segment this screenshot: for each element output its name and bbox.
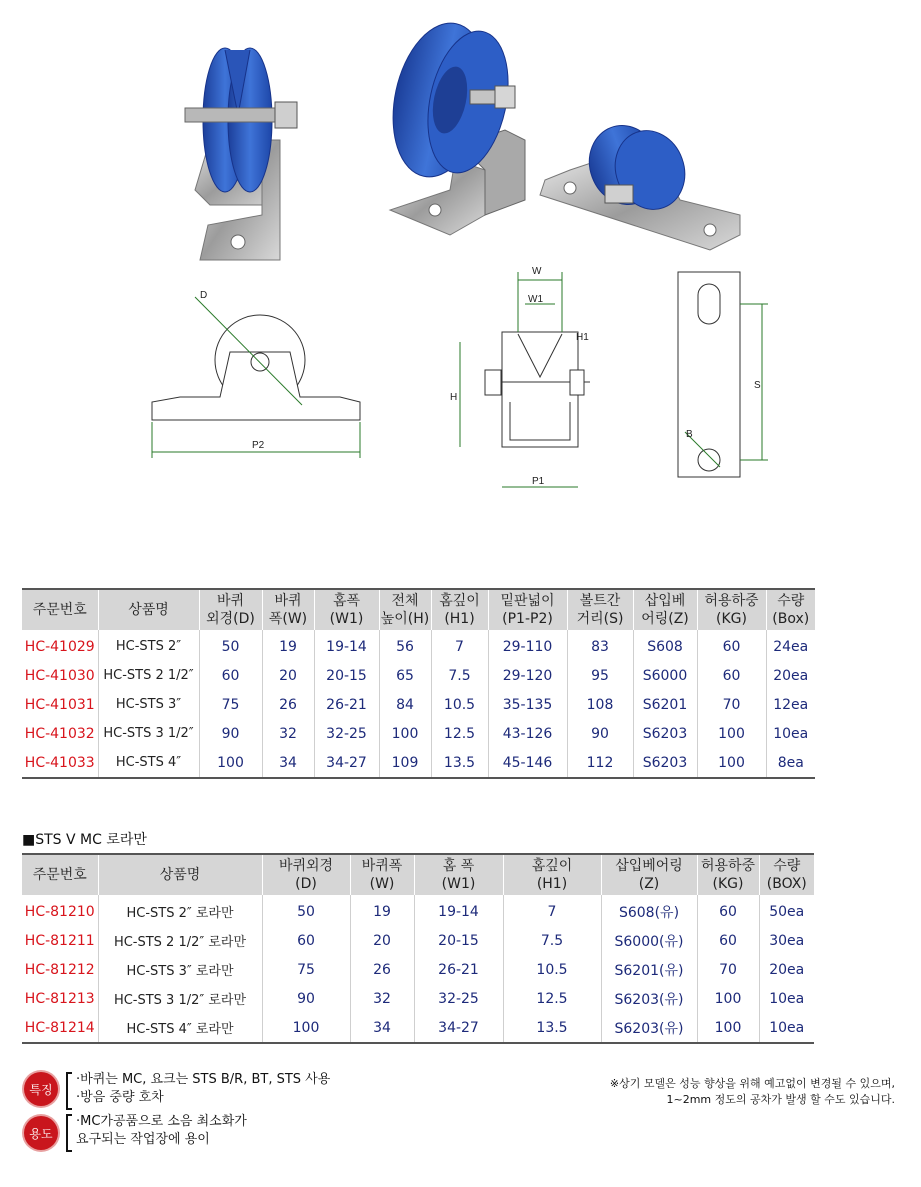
order-code: HC-41029 bbox=[22, 630, 98, 661]
column-header bbox=[22, 854, 98, 895]
column-header bbox=[314, 589, 379, 630]
spec-value: 20 bbox=[262, 661, 314, 690]
product-name: HC-STS 3 1/2″ 로라만 bbox=[98, 984, 262, 1013]
roller-photo-base bbox=[540, 115, 740, 250]
product-name: HC-STS 2″ 로라만 bbox=[98, 895, 262, 926]
spec-value: S608 bbox=[633, 630, 697, 661]
table-row bbox=[22, 984, 814, 1013]
spec-value: 34-27 bbox=[414, 1013, 503, 1043]
spec-value: 7.5 bbox=[431, 661, 488, 690]
column-header-line: (H1) bbox=[444, 611, 475, 627]
spec-value: 112 bbox=[567, 748, 633, 778]
spec-value: 100 bbox=[379, 719, 431, 748]
order-code: HC-41031 bbox=[22, 690, 98, 719]
spec-value: 70 bbox=[697, 690, 766, 719]
spec-value: 50ea bbox=[769, 903, 805, 920]
column-header bbox=[503, 854, 601, 895]
column-header-line: (W1) bbox=[329, 611, 364, 627]
order-code: HC-41030 bbox=[22, 661, 98, 690]
column-header-line: 홈깊이 bbox=[439, 593, 480, 609]
column-header-line: 거리(S) bbox=[576, 611, 624, 627]
column-header-line: 바퀴폭 bbox=[361, 858, 403, 874]
spec-value: 100 bbox=[697, 984, 759, 1013]
spec-value: S6201 bbox=[633, 690, 697, 719]
spec-value: 24ea bbox=[773, 638, 809, 655]
column-header-line: 허용하중 bbox=[704, 593, 759, 609]
disclaimer-line: ※상기 모델은 성능 향상을 위해 예고없이 변경될 수 있으며, bbox=[609, 1077, 895, 1090]
column-header-line: 바퀴 bbox=[274, 593, 302, 609]
dim-label-s: S bbox=[754, 380, 761, 391]
spec-value: 50 bbox=[199, 630, 262, 661]
usage-bracket bbox=[66, 1114, 72, 1152]
spec-value: 26-21 bbox=[314, 690, 379, 719]
top-view-drawing bbox=[678, 272, 768, 477]
spec-value: 83 bbox=[567, 630, 633, 661]
spec-value: S6201(유) bbox=[601, 955, 697, 984]
spec-value: 26 bbox=[350, 955, 414, 984]
spec-value: 26-21 bbox=[414, 955, 503, 984]
column-header-line: 바퀴 bbox=[216, 593, 245, 609]
spec-value: 19-14 bbox=[314, 630, 379, 661]
spec-value: 19-14 bbox=[414, 895, 503, 926]
table-row bbox=[22, 1013, 814, 1043]
column-header-line: 바퀴외경 bbox=[278, 858, 334, 874]
column-header bbox=[633, 589, 697, 630]
disclaimer-line: 1~2mm 정도의 공차가 발생 할 수도 있습니다. bbox=[666, 1093, 895, 1106]
spec-value: 108 bbox=[567, 690, 633, 719]
spec-value: 10ea bbox=[769, 990, 805, 1007]
column-header-line: 밑판넓이 bbox=[500, 593, 555, 609]
order-code: HC-81213 bbox=[22, 984, 98, 1013]
spec-value: 100 bbox=[262, 1013, 350, 1043]
spec-value: 20-15 bbox=[414, 926, 503, 955]
spec-value: 95 bbox=[567, 661, 633, 690]
dim-label-h1: H1 bbox=[576, 332, 589, 343]
column-header bbox=[601, 854, 697, 895]
column-header bbox=[697, 854, 759, 895]
column-header-line: 어링(Z) bbox=[641, 611, 689, 627]
table-row bbox=[22, 955, 814, 984]
column-header bbox=[414, 854, 503, 895]
spec-value: S6000(유) bbox=[601, 926, 697, 955]
spec-value: 13.5 bbox=[431, 748, 488, 778]
column-header-line: 홈깊이 bbox=[531, 858, 573, 874]
disclaimer bbox=[610, 1076, 895, 1108]
spec-value: 20ea bbox=[773, 667, 809, 684]
order-code: HC-41033 bbox=[22, 748, 98, 778]
order-code: HC-41032 bbox=[22, 719, 98, 748]
column-header bbox=[98, 589, 199, 630]
column-header-line: 상품명 bbox=[128, 602, 169, 618]
column-header-line: 상품명 bbox=[159, 867, 201, 883]
spec-value: 13.5 bbox=[503, 1013, 601, 1043]
spec-value: 10ea bbox=[769, 1019, 805, 1036]
product-photos bbox=[150, 20, 770, 265]
spec-value: 30ea bbox=[769, 932, 805, 949]
column-header bbox=[199, 589, 262, 630]
dim-label-b: B bbox=[686, 429, 693, 440]
spec-value: 20-15 bbox=[314, 661, 379, 690]
spec-value: 65 bbox=[379, 661, 431, 690]
column-header bbox=[567, 589, 633, 630]
table-row bbox=[22, 661, 815, 690]
spec-value: 50 bbox=[262, 895, 350, 926]
column-header bbox=[766, 589, 815, 630]
column-header bbox=[759, 854, 814, 895]
spec-value: 7 bbox=[503, 895, 601, 926]
spec-value: S6203 bbox=[633, 748, 697, 778]
column-header-line: (H1) bbox=[536, 876, 568, 892]
spec-value: 10.5 bbox=[503, 955, 601, 984]
column-header-line: (KG) bbox=[712, 876, 744, 892]
spec-value: S6203(유) bbox=[601, 984, 697, 1013]
usage-badge: 용도 bbox=[24, 1116, 58, 1150]
features-line: ·방음 중량 호차 bbox=[76, 1090, 164, 1105]
column-header-line: (D) bbox=[295, 876, 317, 892]
spec-value: 19 bbox=[262, 630, 314, 661]
column-header-line: (W1) bbox=[441, 876, 476, 892]
spec-value: S6203(유) bbox=[601, 1013, 697, 1043]
order-code: HC-81211 bbox=[22, 926, 98, 955]
spec-value: 75 bbox=[262, 955, 350, 984]
spec-value: 60 bbox=[697, 895, 759, 926]
product-name: HC-STS 3″ bbox=[98, 690, 199, 719]
table-row bbox=[22, 895, 814, 926]
column-header-line: 전체 bbox=[391, 593, 419, 609]
column-header-line: 폭(W) bbox=[268, 611, 308, 627]
spec-value: 32-25 bbox=[414, 984, 503, 1013]
spec-value: 60 bbox=[199, 661, 262, 690]
spec-value: 29-120 bbox=[488, 661, 567, 690]
spec-value: 32-25 bbox=[314, 719, 379, 748]
spec-value: 90 bbox=[567, 719, 633, 748]
usage-line: 요구되는 작업장에 용이 bbox=[76, 1132, 210, 1147]
table-header-row bbox=[22, 589, 815, 630]
column-header-line: 삽입베 bbox=[644, 593, 686, 609]
order-code: HC-81214 bbox=[22, 1013, 98, 1043]
usage-text bbox=[76, 1113, 247, 1149]
column-header bbox=[98, 854, 262, 895]
column-header bbox=[379, 589, 431, 630]
roller-photo-front bbox=[185, 48, 297, 260]
dim-label-w1: W1 bbox=[528, 294, 543, 305]
column-header-line: (Z) bbox=[638, 876, 660, 892]
spec-value: 8ea bbox=[777, 754, 804, 771]
column-header-line: (P1-P2) bbox=[502, 611, 553, 627]
spec-value: 100 bbox=[697, 719, 766, 748]
spec-value: 35-135 bbox=[488, 690, 567, 719]
side-view-drawing bbox=[152, 297, 360, 458]
spec-table-roller-only bbox=[22, 853, 814, 1044]
spec-value: 34 bbox=[350, 1013, 414, 1043]
spec-value: 12ea bbox=[773, 696, 809, 713]
technical-drawings bbox=[140, 262, 780, 497]
column-header bbox=[350, 854, 414, 895]
column-header-line: (BOX) bbox=[766, 876, 807, 892]
column-header bbox=[431, 589, 488, 630]
section-title: ■STS V MC 로라만 bbox=[22, 832, 147, 848]
column-header-line: 홈폭 bbox=[332, 593, 361, 609]
spec-value: 26 bbox=[262, 690, 314, 719]
spec-value: 100 bbox=[697, 748, 766, 778]
column-header-line: 수량 bbox=[777, 593, 805, 609]
column-header bbox=[697, 589, 766, 630]
spec-value: S608(유) bbox=[601, 895, 697, 926]
spec-value: 7.5 bbox=[503, 926, 601, 955]
table-row bbox=[22, 719, 815, 748]
features-line: ·바퀴는 MC, 요크는 STS B/R, BT, STS 사용 bbox=[76, 1072, 331, 1087]
product-name: HC-STS 2 1/2″ 로라만 bbox=[98, 926, 262, 955]
order-code: HC-81212 bbox=[22, 955, 98, 984]
product-name: HC-STS 2 1/2″ bbox=[98, 661, 199, 690]
spec-value: S6203 bbox=[633, 719, 697, 748]
column-header-line: 주문번호 bbox=[32, 602, 87, 618]
column-header-line: 주문번호 bbox=[32, 867, 87, 883]
spec-value: 34 bbox=[262, 748, 314, 778]
spec-value: 60 bbox=[262, 926, 350, 955]
product-name: HC-STS 4″ 로라만 bbox=[98, 1013, 262, 1043]
spec-value: 20 bbox=[350, 926, 414, 955]
column-header bbox=[262, 589, 314, 630]
column-header bbox=[262, 854, 350, 895]
table-row bbox=[22, 748, 815, 778]
column-header bbox=[22, 589, 98, 630]
spec-value: 100 bbox=[697, 1013, 759, 1043]
product-name: HC-STS 2″ bbox=[98, 630, 199, 661]
spec-value: 90 bbox=[262, 984, 350, 1013]
spec-value: 90 bbox=[199, 719, 262, 748]
spec-value: 75 bbox=[199, 690, 262, 719]
order-code: HC-81210 bbox=[22, 895, 98, 926]
column-header-line: 수량 bbox=[773, 858, 801, 874]
spec-value: 70 bbox=[697, 955, 759, 984]
dim-label-p1: P1 bbox=[532, 476, 545, 487]
column-header-line: 볼트간 bbox=[579, 593, 621, 609]
spec-value: 60 bbox=[697, 661, 766, 690]
column-header-line: (Box) bbox=[772, 611, 810, 627]
spec-value: 45-146 bbox=[488, 748, 567, 778]
features-badge: 특징 bbox=[24, 1072, 58, 1106]
spec-value: 7 bbox=[431, 630, 488, 661]
spec-value: 34-27 bbox=[314, 748, 379, 778]
column-header-line: 홈 폭 bbox=[442, 858, 475, 874]
product-name: HC-STS 3″ 로라만 bbox=[98, 955, 262, 984]
column-header-line: 삽입베어링 bbox=[615, 858, 683, 874]
column-header-line: (KG) bbox=[716, 611, 747, 627]
product-name: HC-STS 3 1/2″ bbox=[98, 719, 199, 748]
spec-value: 12.5 bbox=[431, 719, 488, 748]
spec-value: 32 bbox=[262, 719, 314, 748]
dim-label-p2: P2 bbox=[252, 440, 265, 451]
front-view-drawing bbox=[460, 272, 590, 487]
spec-value: 56 bbox=[379, 630, 431, 661]
table-row bbox=[22, 690, 815, 719]
usage-line: ·MC가공품으로 소음 최소화가 bbox=[76, 1114, 247, 1129]
spec-value: 100 bbox=[199, 748, 262, 778]
spec-table-full bbox=[22, 588, 815, 779]
column-header bbox=[488, 589, 567, 630]
table-row bbox=[22, 926, 814, 955]
spec-value: S6000 bbox=[633, 661, 697, 690]
spec-value: 10.5 bbox=[431, 690, 488, 719]
product-name: HC-STS 4″ bbox=[98, 748, 199, 778]
spec-value: 60 bbox=[697, 926, 759, 955]
spec-value: 109 bbox=[379, 748, 431, 778]
features-bracket bbox=[66, 1072, 72, 1110]
dim-label-d: D bbox=[200, 290, 208, 301]
dim-label-w: W bbox=[532, 266, 542, 277]
spec-value: 10ea bbox=[773, 725, 809, 742]
spec-value: 60 bbox=[697, 630, 766, 661]
spec-value: 32 bbox=[350, 984, 414, 1013]
column-header-line: 높이(H) bbox=[380, 611, 430, 627]
roller-photo-angle bbox=[380, 20, 525, 235]
spec-value: 29-110 bbox=[488, 630, 567, 661]
column-header-line: (W) bbox=[369, 876, 395, 892]
table-header-row bbox=[22, 854, 814, 895]
column-header-line: 외경(D) bbox=[206, 611, 255, 627]
spec-value: 12.5 bbox=[503, 984, 601, 1013]
spec-value: 43-126 bbox=[488, 719, 567, 748]
dim-label-h: H bbox=[450, 392, 458, 403]
column-header-line: 허용하중 bbox=[700, 858, 756, 874]
spec-value: 84 bbox=[379, 690, 431, 719]
features-text bbox=[76, 1071, 330, 1107]
spec-value: 20ea bbox=[769, 961, 805, 978]
spec-value: 19 bbox=[350, 895, 414, 926]
table-row bbox=[22, 630, 815, 661]
